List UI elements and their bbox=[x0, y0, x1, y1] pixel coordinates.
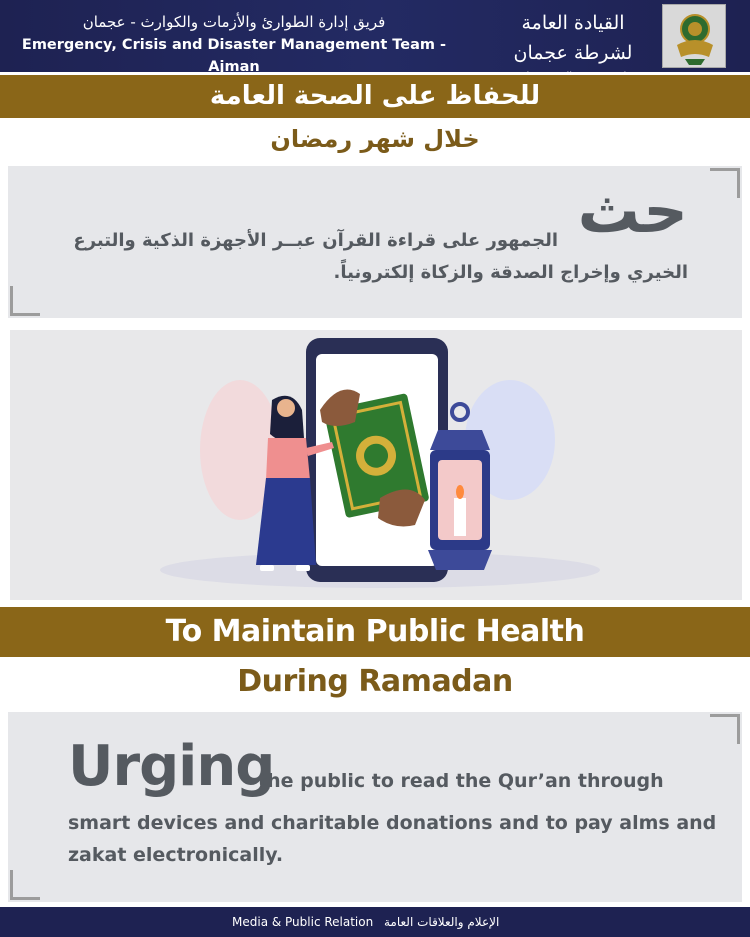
english-message-line2: smart devices and charitable donations and to pay alms and bbox=[68, 812, 717, 834]
english-title: To Maintain Public Health bbox=[165, 614, 585, 649]
arabic-message-line1: الجمهور على قراءة القرآن عبــر الأجهزة الذكية والتبرع bbox=[73, 230, 558, 251]
english-message-card bbox=[8, 712, 742, 902]
corner-bracket-top-right bbox=[710, 714, 740, 744]
header-bar bbox=[0, 0, 750, 75]
footer-label-en: Media & Public Relation bbox=[232, 915, 374, 929]
hq-title-ar: القيادة العامة لشرطة عجمان bbox=[513, 12, 633, 64]
police-emblem-icon bbox=[662, 4, 726, 68]
arabic-title-band bbox=[0, 75, 750, 118]
ramadan-illustration bbox=[10, 330, 742, 600]
english-message-line1: the public to read the Qur’an through bbox=[258, 770, 664, 792]
arabic-message-card bbox=[8, 166, 742, 318]
corner-bracket-bottom-left bbox=[10, 870, 40, 900]
english-subtitle: During Ramadan bbox=[237, 664, 513, 699]
corner-bracket-top-right bbox=[710, 168, 740, 198]
arabic-subtitle: خلال شهر رمضان bbox=[270, 125, 480, 153]
team-title-ar: فريق إدارة الطوارئ والأزمات والكوارث - عجمان bbox=[82, 13, 386, 31]
footer-bar bbox=[0, 907, 750, 937]
english-message-line3: zakat electronically. bbox=[68, 844, 284, 866]
arabic-title: للحفاظ على الصحة العامة bbox=[209, 81, 541, 111]
arabic-message-line2: الخيري وإخراج الصدقة والزكاة إلكترونياً. bbox=[333, 262, 688, 283]
footer-label-ar: الإعلام والعلاقات العامة bbox=[384, 915, 500, 929]
english-title-band bbox=[0, 607, 750, 657]
team-title-en: Emergency, Crisis and Disaster Management Team - Ajman bbox=[21, 37, 447, 75]
arabic-big-word: حث bbox=[577, 174, 688, 247]
english-big-word: Urging bbox=[68, 734, 275, 799]
team-title-block bbox=[14, 10, 454, 78]
corner-bracket-bottom-left bbox=[10, 286, 40, 316]
